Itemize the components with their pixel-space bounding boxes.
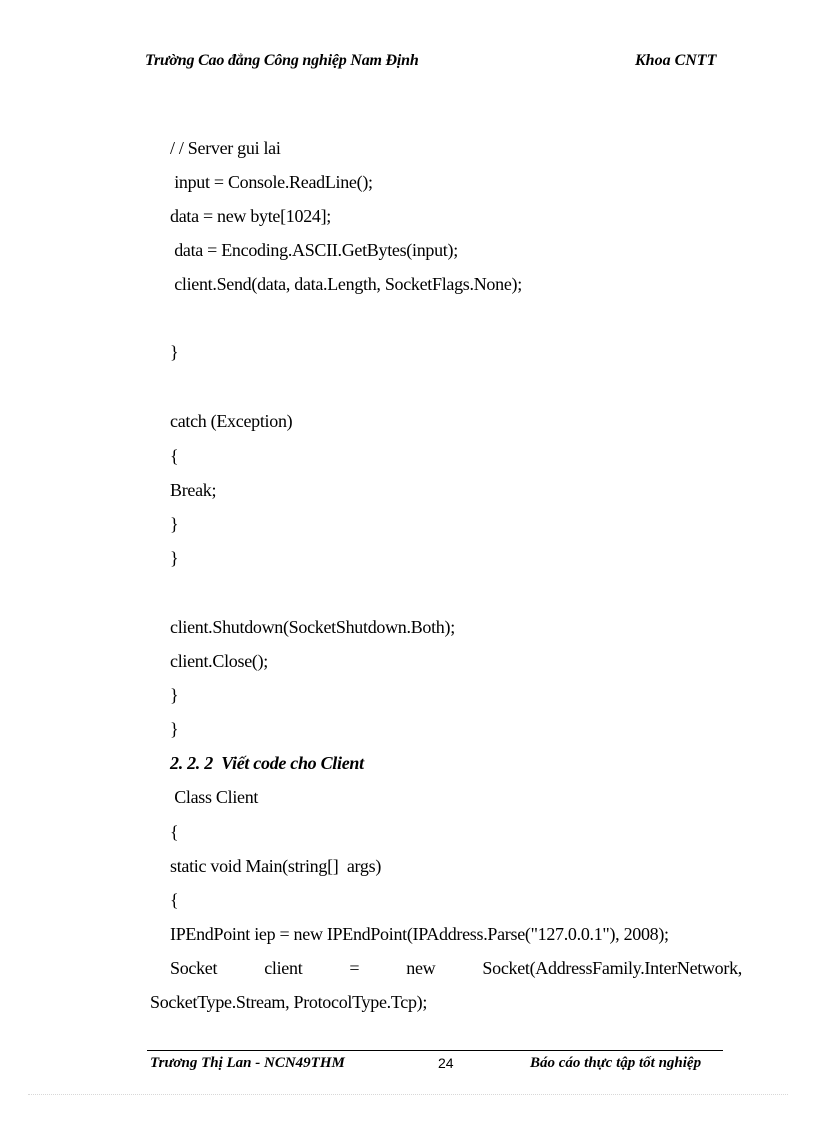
code-line: } (170, 685, 179, 705)
code-line: data = new byte[1024]; (170, 206, 331, 226)
code-word: Socket(AddressFamily.InterNetwork, (482, 958, 742, 978)
code-line: client.Close(); (170, 651, 268, 671)
code-line: { (170, 890, 179, 910)
code-word: Socket (170, 958, 218, 978)
code-line: client.Send(data, data.Length, SocketFlags.None); (170, 274, 522, 294)
footer-author: Trương Thị Lan - NCN49THM (150, 1055, 345, 1071)
page-edge (28, 1094, 788, 1095)
section-heading: 2. 2. 2 Viết code cho Client (170, 753, 364, 773)
footer-rule (147, 1050, 723, 1051)
code-line: / / Server gui lai (170, 138, 281, 158)
page-header-left: Trường Cao đẳng Công nghiệp Nam Định (145, 52, 419, 69)
code-line: client.Shutdown(SocketShutdown.Both); (170, 617, 455, 637)
code-line: Break; (170, 480, 217, 500)
code-line: catch (Exception) (170, 411, 293, 431)
code-line: } (170, 719, 179, 739)
code-line: data = Encoding.ASCII.GetBytes(input); (170, 240, 458, 260)
code-line: } (170, 514, 179, 534)
page-number: 24 (438, 1055, 454, 1071)
footer-report-title: Báo cáo thực tập tốt nghiệp (530, 1055, 702, 1071)
code-line: Class Client (170, 787, 259, 807)
justified-code-line (170, 958, 742, 979)
code-line: } (170, 342, 179, 362)
code-line: IPEndPoint iep = new IPEndPoint(IPAddress.Parse("127.0.0.1"), 2008); (170, 924, 669, 944)
code-line: { (170, 446, 179, 466)
page-header-right: Khoa CNTT (635, 52, 717, 69)
code-line: static void Main(string[] args) (170, 856, 382, 876)
code-word: = (349, 958, 360, 978)
code-line: SocketType.Stream, ProtocolType.Tcp); (150, 992, 428, 1012)
code-word: client (264, 958, 303, 978)
code-line: input = Console.ReadLine(); (170, 172, 373, 192)
code-line: } (170, 548, 179, 568)
code-word: new (406, 958, 436, 978)
code-line: { (170, 822, 179, 842)
